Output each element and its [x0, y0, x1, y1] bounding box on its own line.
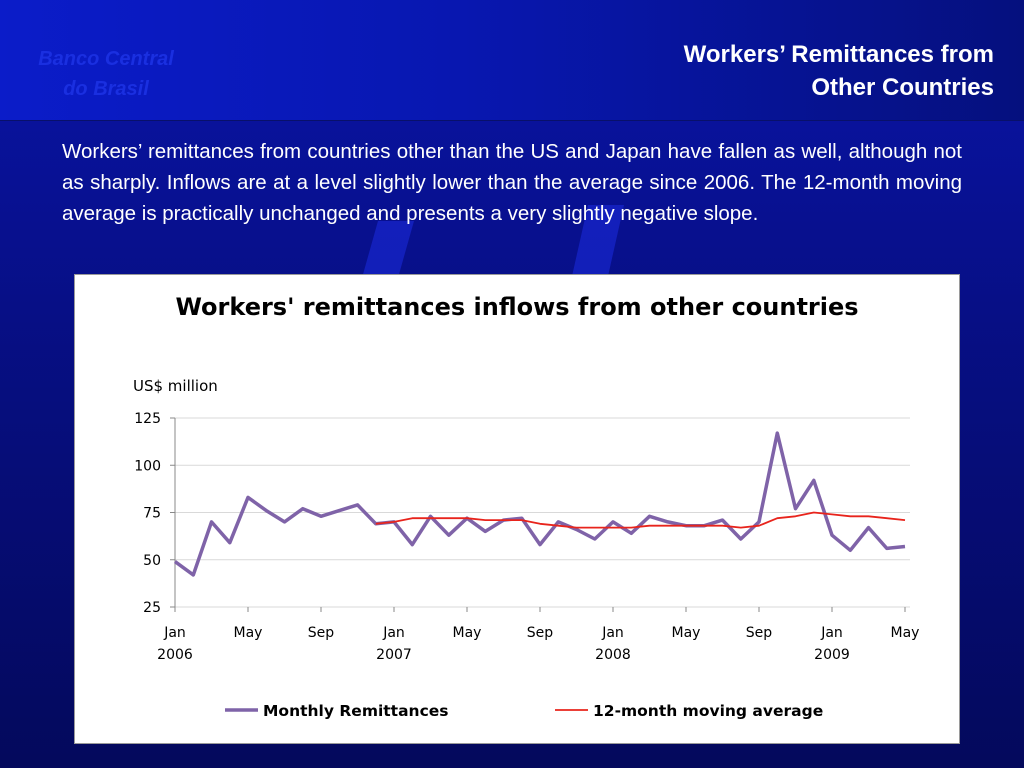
legend	[225, 702, 823, 720]
remittances-chart	[75, 275, 959, 743]
bank-logo	[16, 44, 196, 104]
grid-lines	[175, 418, 910, 607]
y-tick-label: 125	[134, 411, 161, 427]
legend-label-monthly: Monthly Remittances	[263, 702, 449, 720]
x-tick-month: Sep	[526, 625, 554, 641]
x-tick-month: Jan	[602, 625, 624, 641]
y-tick-label: 25	[143, 600, 161, 616]
x-tick-year: 2007	[376, 647, 412, 663]
series-lines	[175, 433, 905, 575]
x-tick-month: May	[890, 625, 920, 641]
logo-line-1: Banco Central	[38, 48, 174, 70]
x-tick-month: May	[452, 625, 482, 641]
x-tick-month: Sep	[307, 625, 335, 641]
x-tick-month: May	[671, 625, 701, 641]
x-axis-ticks	[157, 607, 919, 663]
chart-panel	[74, 274, 960, 744]
y-tick-label: 100	[134, 458, 161, 475]
x-tick-month: May	[233, 625, 263, 641]
x-tick-month: Jan	[821, 625, 843, 641]
x-tick-month: Jan	[383, 625, 405, 641]
legend-label-moving-average: 12-month moving average	[593, 702, 824, 720]
slide-title-line-2: Other Countries	[811, 74, 994, 101]
header-bar	[0, 0, 1024, 121]
monthly-remittances-line	[175, 433, 905, 575]
x-tick-month: Sep	[745, 625, 773, 641]
x-tick-year: 2008	[595, 647, 631, 663]
y-tick-label: 50	[143, 552, 161, 569]
x-tick-month: Jan	[164, 625, 186, 641]
x-tick-year: 2009	[814, 647, 850, 663]
x-tick-year: 2006	[157, 647, 193, 663]
logo-line-2: do Brasil	[63, 78, 149, 100]
slide-title	[474, 38, 994, 104]
body-paragraph: Workers’ remittances from countries other than the US and Japan have fallen as well, although not as sharply. Inflows are at a level slightly lower than the average since 2006. The 12-month moving average is practically unchanged and presents a very slightly negative slope.	[62, 140, 962, 225]
slide-title-line-1: Workers’ Remittances from	[683, 41, 994, 68]
y-tick-label: 75	[143, 505, 161, 522]
chart-title: Workers' remittances inflows from other countries	[175, 293, 859, 321]
y-unit-label: US$ million	[133, 377, 218, 395]
y-axis-ticks	[134, 411, 175, 616]
